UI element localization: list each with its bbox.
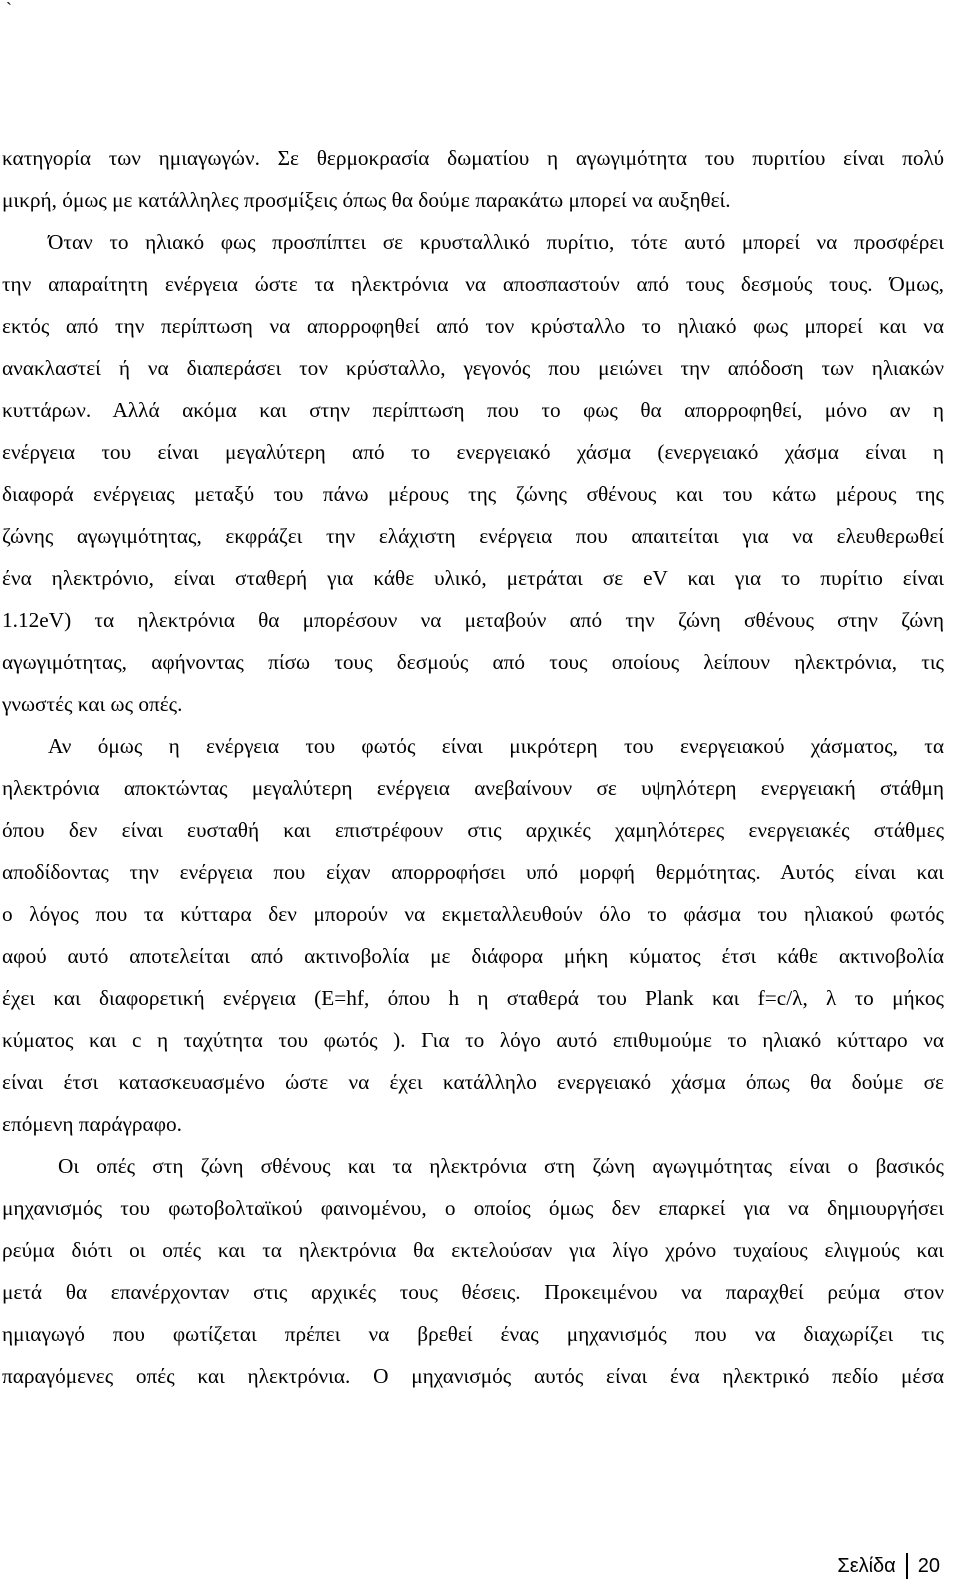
text-line: μηχανισμός του φωτοβολταϊκού φαινομένου, ο οποίος όμως δεν επαρκεί για να δημιουργήσει <box>2 1196 944 1220</box>
text-line: κυττάρων. Αλλά ακόμα και στην περίπτωση που το φως θα απορροφηθεί, μόνο αν η <box>2 398 944 422</box>
text-line: ανακλαστεί ή να διαπεράσει τον κρύσταλλο, γεγονός που μειώνει την απόδοση των ηλιακών <box>2 356 944 380</box>
text-line: την απαραίτητη ενέργεια ώστε τα ηλεκτρόνια να αποσπαστούν από τους δεσμούς τους. Όμως, <box>2 272 944 296</box>
text-line: Αν όμως η ενέργεια του φωτός είναι μικρότερη του ενεργειακού χάσματος, τα <box>48 734 944 758</box>
text-line: μικρή, όμως με κατάλληλες προσμίξεις όπως θα δούμε παρακάτω μπορεί να αυξηθεί. <box>2 188 731 212</box>
text-line: εκτός από την περίπτωση να απορροφηθεί από τον κρύσταλλο το ηλιακό φως μπορεί και να <box>2 314 944 338</box>
text-line: διαφορά ενέργειας μεταξύ του πάνω μέρους της ζώνης σθένους και του κάτω μέρους της <box>2 482 944 506</box>
text-line: Όταν το ηλιακό φως προσπίπτει σε κρυσταλλικό πυρίτιο, τότε αυτό μπορεί να προσφέρει <box>48 230 944 254</box>
text-line: ηλεκτρόνια αποκτώντας μεγαλύτερη ενέργεια ανεβαίνουν σε υψηλότερη ενεργειακή στάθμη <box>2 776 944 800</box>
page-footer <box>837 1553 940 1579</box>
text-line: γνωστές και ως οπές. <box>2 692 183 716</box>
footer-divider <box>906 1553 908 1579</box>
text-line: όπου δεν είναι ευσταθή και επιστρέφουν στις αρχικές χαμηλότερες ενεργειακές στάθμες <box>2 818 944 842</box>
text-line: κατηγορία των ημιαγωγών. Σε θερμοκρασία δωματίου η αγωγιμότητα του πυριτίου είναι πολύ <box>2 146 944 170</box>
text-line: ένα ηλεκτρόνιο, είναι σταθερή για κάθε υλικό, μετράται σε eV και για το πυρίτιο είναι <box>2 566 944 590</box>
text-line: 1.12eV) τα ηλεκτρόνια θα μπορέσουν να μεταβούν από την ζώνη σθένους στην ζώνη <box>2 608 944 632</box>
text-line: αγωγιμότητας, αφήνοντας πίσω τους δεσμούς από τους οποίους λείπουν ηλεκτρόνια, τις <box>2 650 944 674</box>
text-line: ο λόγος που τα κύτταρα δεν μπορούν να εκμεταλλευθούν όλο το φάσμα του ηλιακού φωτός <box>2 902 944 926</box>
text-line: παραγόμενες οπές και ηλεκτρόνια. Ο μηχανισμός αυτός είναι ένα ηλεκτρικό πεδίο μέσα <box>2 1364 944 1388</box>
corner-mark: ` <box>6 0 12 19</box>
text-line: ρεύμα διότι οι οπές και τα ηλεκτρόνια θα εκτελούσαν για λίγο χρόνο τυχαίους ελιγμούς και <box>2 1238 944 1262</box>
text-line: ενέργεια του είναι μεγαλύτερη από το ενεργειακό χάσμα (ενεργειακό χάσμα είναι η <box>2 440 944 464</box>
text-line: μετά θα επανέρχονταν στις αρχικές τους θέσεις. Προκειμένου να παραχθεί ρεύμα στον <box>2 1280 944 1304</box>
page-number: 20 <box>917 1555 940 1577</box>
text-line: ζώνης αγωγιμότητας, εκφράζει την ελάχιστη ενέργεια που απαιτείται για να ελευθερωθεί <box>2 524 944 548</box>
text-line: αποδίδοντας την ενέργεια που είχαν απορροφήσει υπό μορφή θερμότητας. Αυτός είναι και <box>2 860 944 884</box>
text-line: έχει και διαφορετική ενέργεια (E=hf, όπου h η σταθερά του Plank και f=c/λ, λ το μήκος <box>2 986 944 1010</box>
text-line: ημιαγωγό που φωτίζεται πρέπει να βρεθεί ένας μηχανισμός που να διαχωρίζει τις <box>2 1322 944 1346</box>
text-line: Οι οπές στη ζώνη σθένους και τα ηλεκτρόνια στη ζώνη αγωγιμότητας είναι ο βασικός <box>58 1154 944 1178</box>
text-line: αφού αυτό αποτελείται από ακτινοβολία με διάφορα μήκη κύματος έτσι κάθε ακτινοβολία <box>2 944 944 968</box>
text-line: είναι έτσι κατασκευασμένο ώστε να έχει κατάλληλο ενεργειακό χάσμα όπως θα δούμε σε <box>2 1070 944 1094</box>
page-label: Σελίδα <box>837 1555 896 1577</box>
text-line: κύματος και c η ταχύτητα του φωτός ). Για το λόγο αυτό επιθυμούμε το ηλιακό κύτταρο να <box>2 1028 944 1052</box>
text-line: επόμενη παράγραφο. <box>2 1112 182 1136</box>
